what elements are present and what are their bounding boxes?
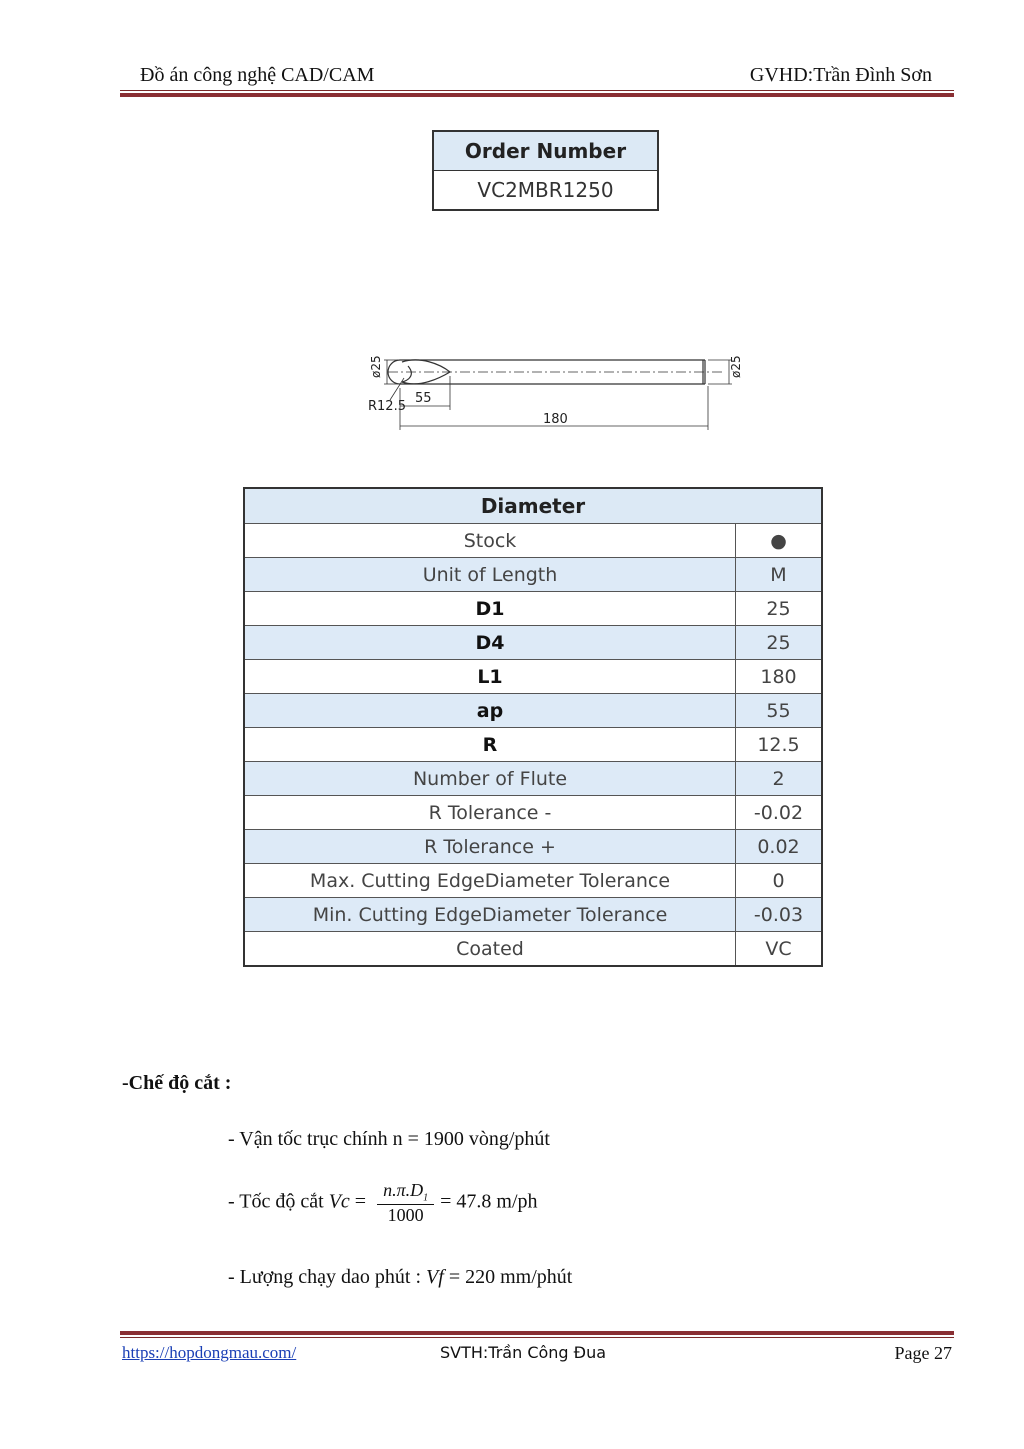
cutting-speed-result: = 47.8 m/ph <box>440 1190 538 1213</box>
spec-label: Max. Cutting EdgeDiameter Tolerance <box>244 864 736 898</box>
spec-label: Unit of Length <box>244 558 736 592</box>
spec-row <box>244 592 822 626</box>
spec-value: 55 <box>736 694 823 728</box>
spec-value: VC <box>736 932 823 967</box>
cutting-speed-prefix: - Tốc độ cắt <box>228 1190 329 1213</box>
cutting-speed-formula <box>377 1180 434 1226</box>
spec-label: Stock <box>244 524 736 558</box>
header-rule-thick <box>120 93 954 97</box>
dim-ap: 55 <box>415 391 432 406</box>
spec-row <box>244 864 822 898</box>
spec-row <box>244 660 822 694</box>
spec-value: 0 <box>736 864 823 898</box>
formula-numerator: n.π.D <box>383 1180 424 1200</box>
spec-label: Number of Flute <box>244 762 736 796</box>
spec-value: M <box>736 558 823 592</box>
cutting-speed-eq: = <box>349 1190 372 1213</box>
spec-table-header: Diameter <box>244 488 822 524</box>
footer-rule-thin <box>120 1337 954 1338</box>
dim-d-left: ø25 <box>369 355 383 378</box>
spec-label: Min. Cutting EdgeDiameter Tolerance <box>244 898 736 932</box>
spec-row <box>244 558 822 592</box>
footer-student: SVTH:Trần Công Đua <box>440 1343 607 1362</box>
formula-denominator: 1000 <box>387 1204 424 1225</box>
dim-d-right: ø25 <box>729 355 743 378</box>
spec-row <box>244 830 822 864</box>
feed-rate-line <box>228 1266 572 1289</box>
cutting-speed-var: Vc <box>328 1190 350 1213</box>
diameter-spec-table <box>243 487 823 967</box>
formula-subscript: 1 <box>423 1192 429 1204</box>
spec-value: 2 <box>736 762 823 796</box>
spec-label: ap <box>244 694 736 728</box>
spec-label: D1 <box>244 592 736 626</box>
spec-row <box>244 796 822 830</box>
spec-value: 25 <box>736 626 823 660</box>
spec-label: R Tolerance - <box>244 796 736 830</box>
order-number-value: VC2MBR1250 <box>433 171 658 211</box>
spec-value: 0.02 <box>736 830 823 864</box>
footer-link[interactable]: https://hopdongmau.com/ <box>122 1343 297 1362</box>
section-title: -Chế độ cắt : <box>122 1072 232 1094</box>
footer-rule-thick <box>120 1331 954 1335</box>
spec-label: Coated <box>244 932 736 967</box>
header-rule-thin <box>120 90 954 91</box>
spec-label: D4 <box>244 626 736 660</box>
order-number-header: Order Number <box>433 131 658 171</box>
spec-value: -0.02 <box>736 796 823 830</box>
spec-row <box>244 762 822 796</box>
spec-row <box>244 626 822 660</box>
cutting-speed-line <box>228 1180 538 1226</box>
dim-radius: R12.5 <box>368 399 406 414</box>
spec-value: ● <box>736 524 823 558</box>
feed-rate-rest: = 220 mm/phút <box>443 1266 573 1288</box>
spec-label: R Tolerance + <box>244 830 736 864</box>
spec-row <box>244 932 822 967</box>
header-advisor: GVHD:Trần Đình Sơn <box>749 64 932 86</box>
spec-row <box>244 728 822 762</box>
feed-rate-prefix: - Lượng chạy dao phút : <box>228 1266 427 1288</box>
spec-value: 25 <box>736 592 823 626</box>
order-number-table <box>432 130 659 211</box>
spec-value: 12.5 <box>736 728 823 762</box>
spec-row <box>244 898 822 932</box>
feed-rate-var: Vf <box>426 1266 444 1288</box>
ball-end-mill-drawing <box>360 348 750 438</box>
spec-label: R <box>244 728 736 762</box>
spec-value: 180 <box>736 660 823 694</box>
spec-row <box>244 524 822 558</box>
spec-value: -0.03 <box>736 898 823 932</box>
spec-row <box>244 694 822 728</box>
page-number: Page 27 <box>894 1343 952 1363</box>
spindle-speed-line: - Vận tốc trục chính n = 1900 vòng/phút <box>228 1128 550 1150</box>
spec-label: L1 <box>244 660 736 694</box>
dim-length: 180 <box>543 412 568 427</box>
header-doc-title: Đồ án công nghệ CAD/CAM <box>140 64 375 86</box>
